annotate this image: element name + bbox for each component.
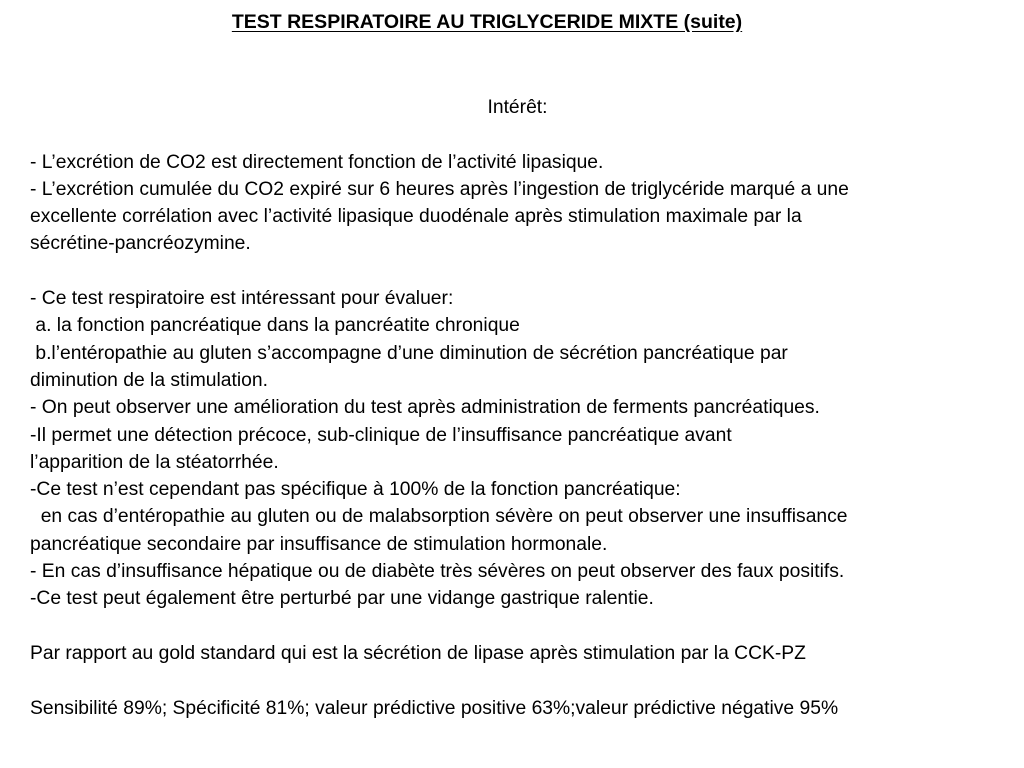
text-line: diminution de la stimulation. — [30, 369, 268, 391]
text-line: -Ce test peut également être perturbé par une vidange gastrique ralentie. — [30, 588, 654, 610]
text-line: -Ce test n’est cependant pas spécifique à 100% de la fonction pancréatique: — [30, 479, 681, 501]
text-line: - Ce test respiratoire est intéressant pour évaluer: — [30, 288, 454, 310]
text-line: en cas d’entéropathie au gluten ou de malabsorption sévère on peut observer une insuffisance — [30, 506, 848, 528]
text-line: excellente corrélation avec l’activité lipasique duodénale après stimulation maximale par la — [30, 206, 802, 228]
text-line: pancréatique secondaire par insuffisance de stimulation hormonale. — [30, 533, 608, 555]
text-line: a. la fonction pancréatique dans la pancréatite chronique — [30, 315, 520, 337]
text-line: b.l’entéropathie au gluten s’accompagne d’une diminution de sécrétion pancréatique par — [30, 342, 788, 364]
text-line: -Il permet une détection précoce, sub-clinique de l’insuffisance pancréatique avant — [30, 424, 732, 446]
blank-line — [30, 613, 1005, 640]
text-line: l’apparition de la stéatorrhée. — [30, 451, 279, 473]
slide-title: TEST RESPIRATOIRE AU TRIGLYCERIDE MIXTE (suite) — [231, 11, 743, 33]
blank-line — [30, 121, 1005, 148]
blank-line — [30, 667, 1005, 694]
text-line: Par rapport au gold standard qui est la sécrétion de lipase après stimulation par la CCK-PZ — [30, 642, 806, 664]
text-line: - L’excrétion de CO2 est directement fonction de l’activité lipasique. — [30, 151, 604, 173]
text-line: - L’excrétion cumulée du CO2 expiré sur 6 heures après l’ingestion de triglycéride marqué a une — [30, 178, 849, 200]
text-line: - On peut observer une amélioration du test après administration de ferments pancréatiques. — [30, 397, 820, 419]
blank-line — [30, 258, 1005, 285]
text-line: Sensibilité 89%; Spécificité 81%; valeur prédictive positive 63%;valeur prédictive négative 95% — [30, 697, 839, 719]
text-line: sécrétine-pancréozymine. — [30, 233, 251, 255]
slide-body — [30, 94, 1005, 722]
text-line: - En cas d’insuffisance hépatique ou de diabète très sévères on peut observer des faux positifs. — [30, 561, 845, 583]
section-heading: Intérêt: — [487, 97, 548, 118]
